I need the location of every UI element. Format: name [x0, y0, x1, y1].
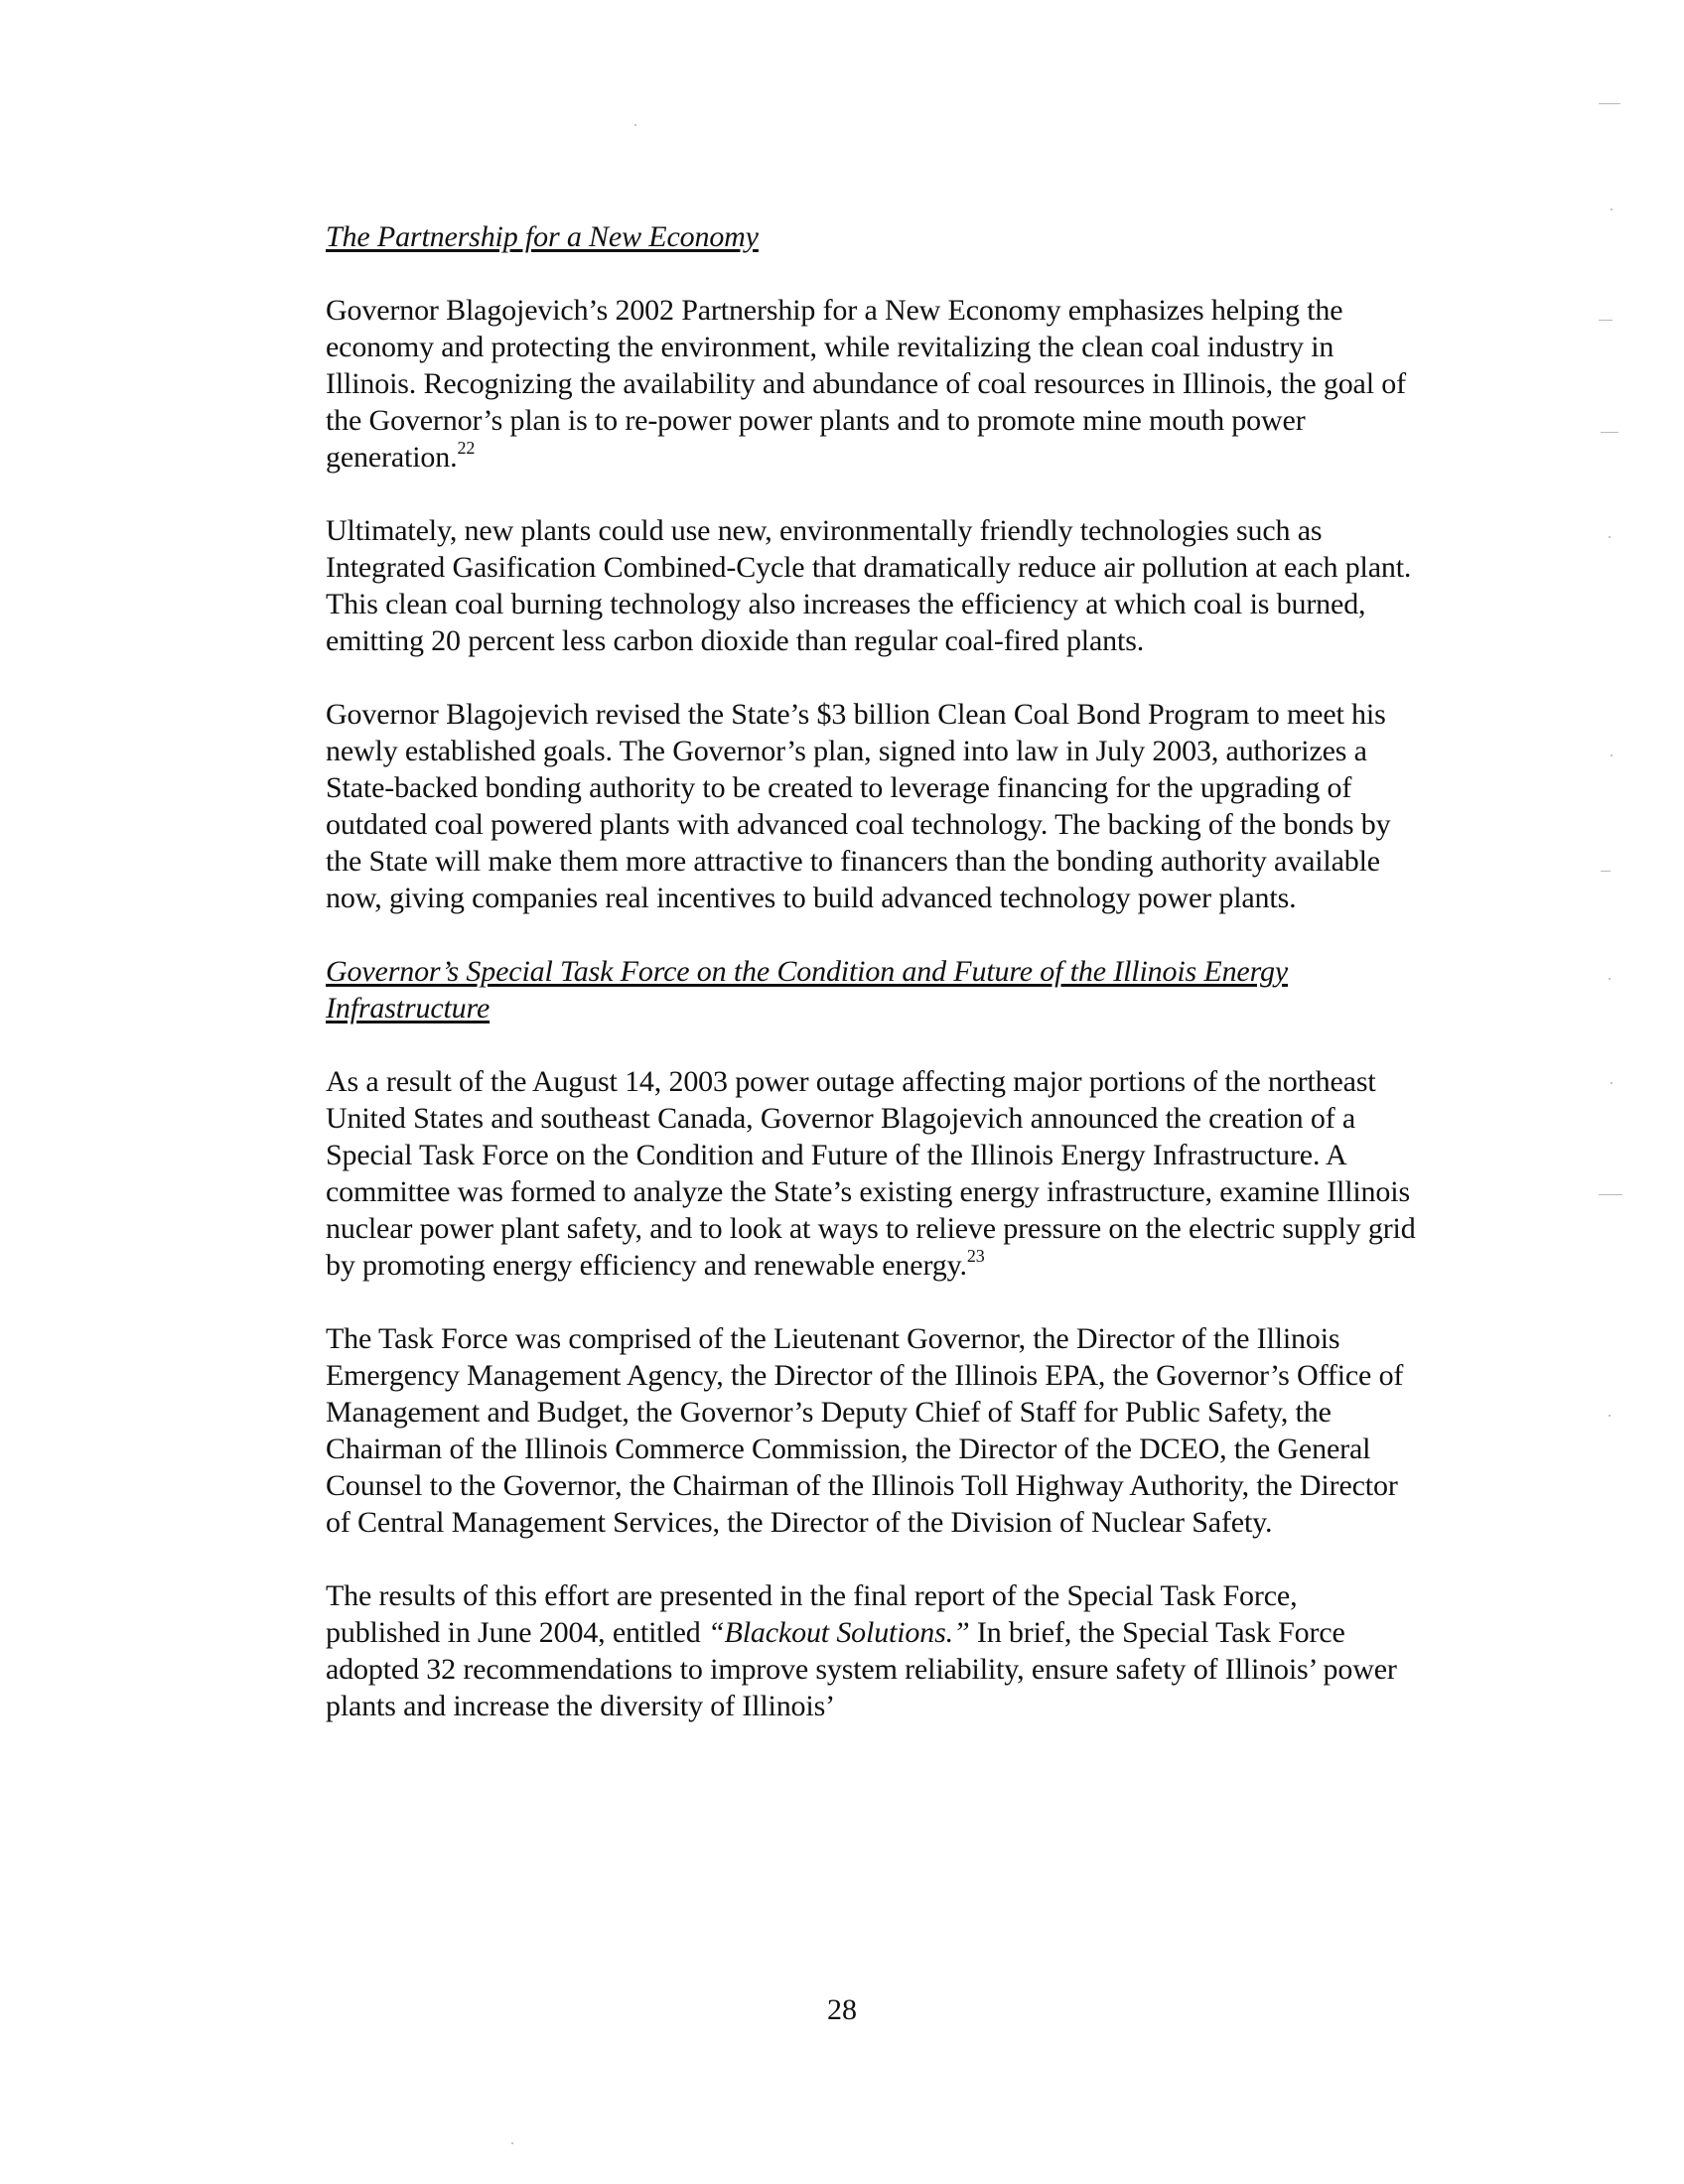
paragraph-task-force-results: [326, 1577, 1418, 1724]
page-body: [326, 218, 1418, 1761]
scan-speck: [1611, 754, 1613, 756]
scan-speck: [511, 2142, 513, 2144]
section-heading-partnership: The Partnership for a New Economy: [326, 220, 759, 253]
paragraph-text: The results of this effort are presented in the final report of the Special Task Force, published in June 2004, entitled: [326, 1579, 1298, 1649]
scan-mark: [1599, 320, 1613, 321]
scan-mark: [1601, 871, 1611, 872]
paragraph-text: Governor Blagojevich’s 2002 Partnership for a New Economy emphasizes helping the economy and protecting the environment, while revitalizing the clean coal industry in Illinois. Recognizing the availability and abundance of coal resources in Illinois, the goal of the Governor’s plan is to re-power power plants and to promote mine mouth power generation.: [326, 294, 1406, 474]
scan-mark: [1601, 432, 1618, 433]
scan-speck: [1609, 978, 1611, 980]
paragraph-text: In brief, the Special Task Force adopted 32 recommendations to improve system reliability, ensure safety of Illinois’ power plants and increase the diversity of Illinois’: [326, 1616, 1397, 1722]
scan-mark: [1599, 1194, 1622, 1195]
scan-speck: [1611, 1082, 1613, 1084]
footnote-ref-22: 22: [457, 438, 476, 458]
footnote-ref-23: 23: [966, 1246, 985, 1266]
section-heading-task-force: Governor’s Special Task Force on the Condition and Future of the Illinois Energy Infrastructure: [326, 955, 1289, 1024]
page-number: 28: [827, 1993, 857, 2026]
paragraph-power-outage: [326, 1063, 1418, 1284]
scan-speck: [1609, 1415, 1611, 1417]
scan-speck: [1609, 536, 1611, 538]
paragraph-task-force-members: The Task Force was comprised of the Lieutenant Governor, the Director of the Illinois Emergency Management Agency, the Director of the Illinois EPA, the Governor’s Office of Management and Budget, the Governor’s Deputy Chief of Staff for Public Safety, the Chairman of the Illinois Commerce Commission, the Director of the DCEO, the General Counsel to the Governor, the Chairman of the Illinois Toll Highway Authority, the Director of Central Management Services, the Director of the Division of Nuclear Safety.: [326, 1322, 1404, 1539]
paragraph-partnership-overview: [326, 292, 1418, 476]
scan-mark: [1599, 103, 1620, 104]
scan-speck: [1611, 208, 1613, 210]
scan-speck: [634, 124, 636, 126]
paragraph-clean-coal-technology: Ultimately, new plants could use new, environmentally friendly technologies such as Integrated Gasification Combined-Cycle that dramatically reduce air pollution at each plant. This clean coal burning technology also increases the efficiency at which coal is burned, emitting 20 percent less carbon dioxide than regular coal-fired plants.: [326, 514, 1412, 657]
report-title: “Blackout Solutions.”: [708, 1616, 970, 1649]
paragraph-text: As a result of the August 14, 2003 power outage affecting major portions of the northeast United States and southeast Canada, Governor Blagojevich announced the creation of a Special Task Force on the Condition and Future of the Illinois Energy Infrastructure. A committee was formed to analyze the State’s existing energy infrastructure, examine Illinois nuclear power plant safety, and to look at ways to relieve pressure on the electric supply grid by promoting energy efficiency and renewable energy.: [326, 1065, 1416, 1282]
paragraph-bond-program: Governor Blagojevich revised the State’s $3 billion Clean Coal Bond Program to meet his newly established goals. The Governor’s plan, signed into law in July 2003, authorizes a State-backed bonding authority to be created to leverage financing for the upgrading of outdated coal powered plants with advanced coal technology. The backing of the bonds by the State will make them more attractive to financers than the bonding authority available now, giving companies real incentives to build advanced technology power plants.: [326, 698, 1391, 914]
